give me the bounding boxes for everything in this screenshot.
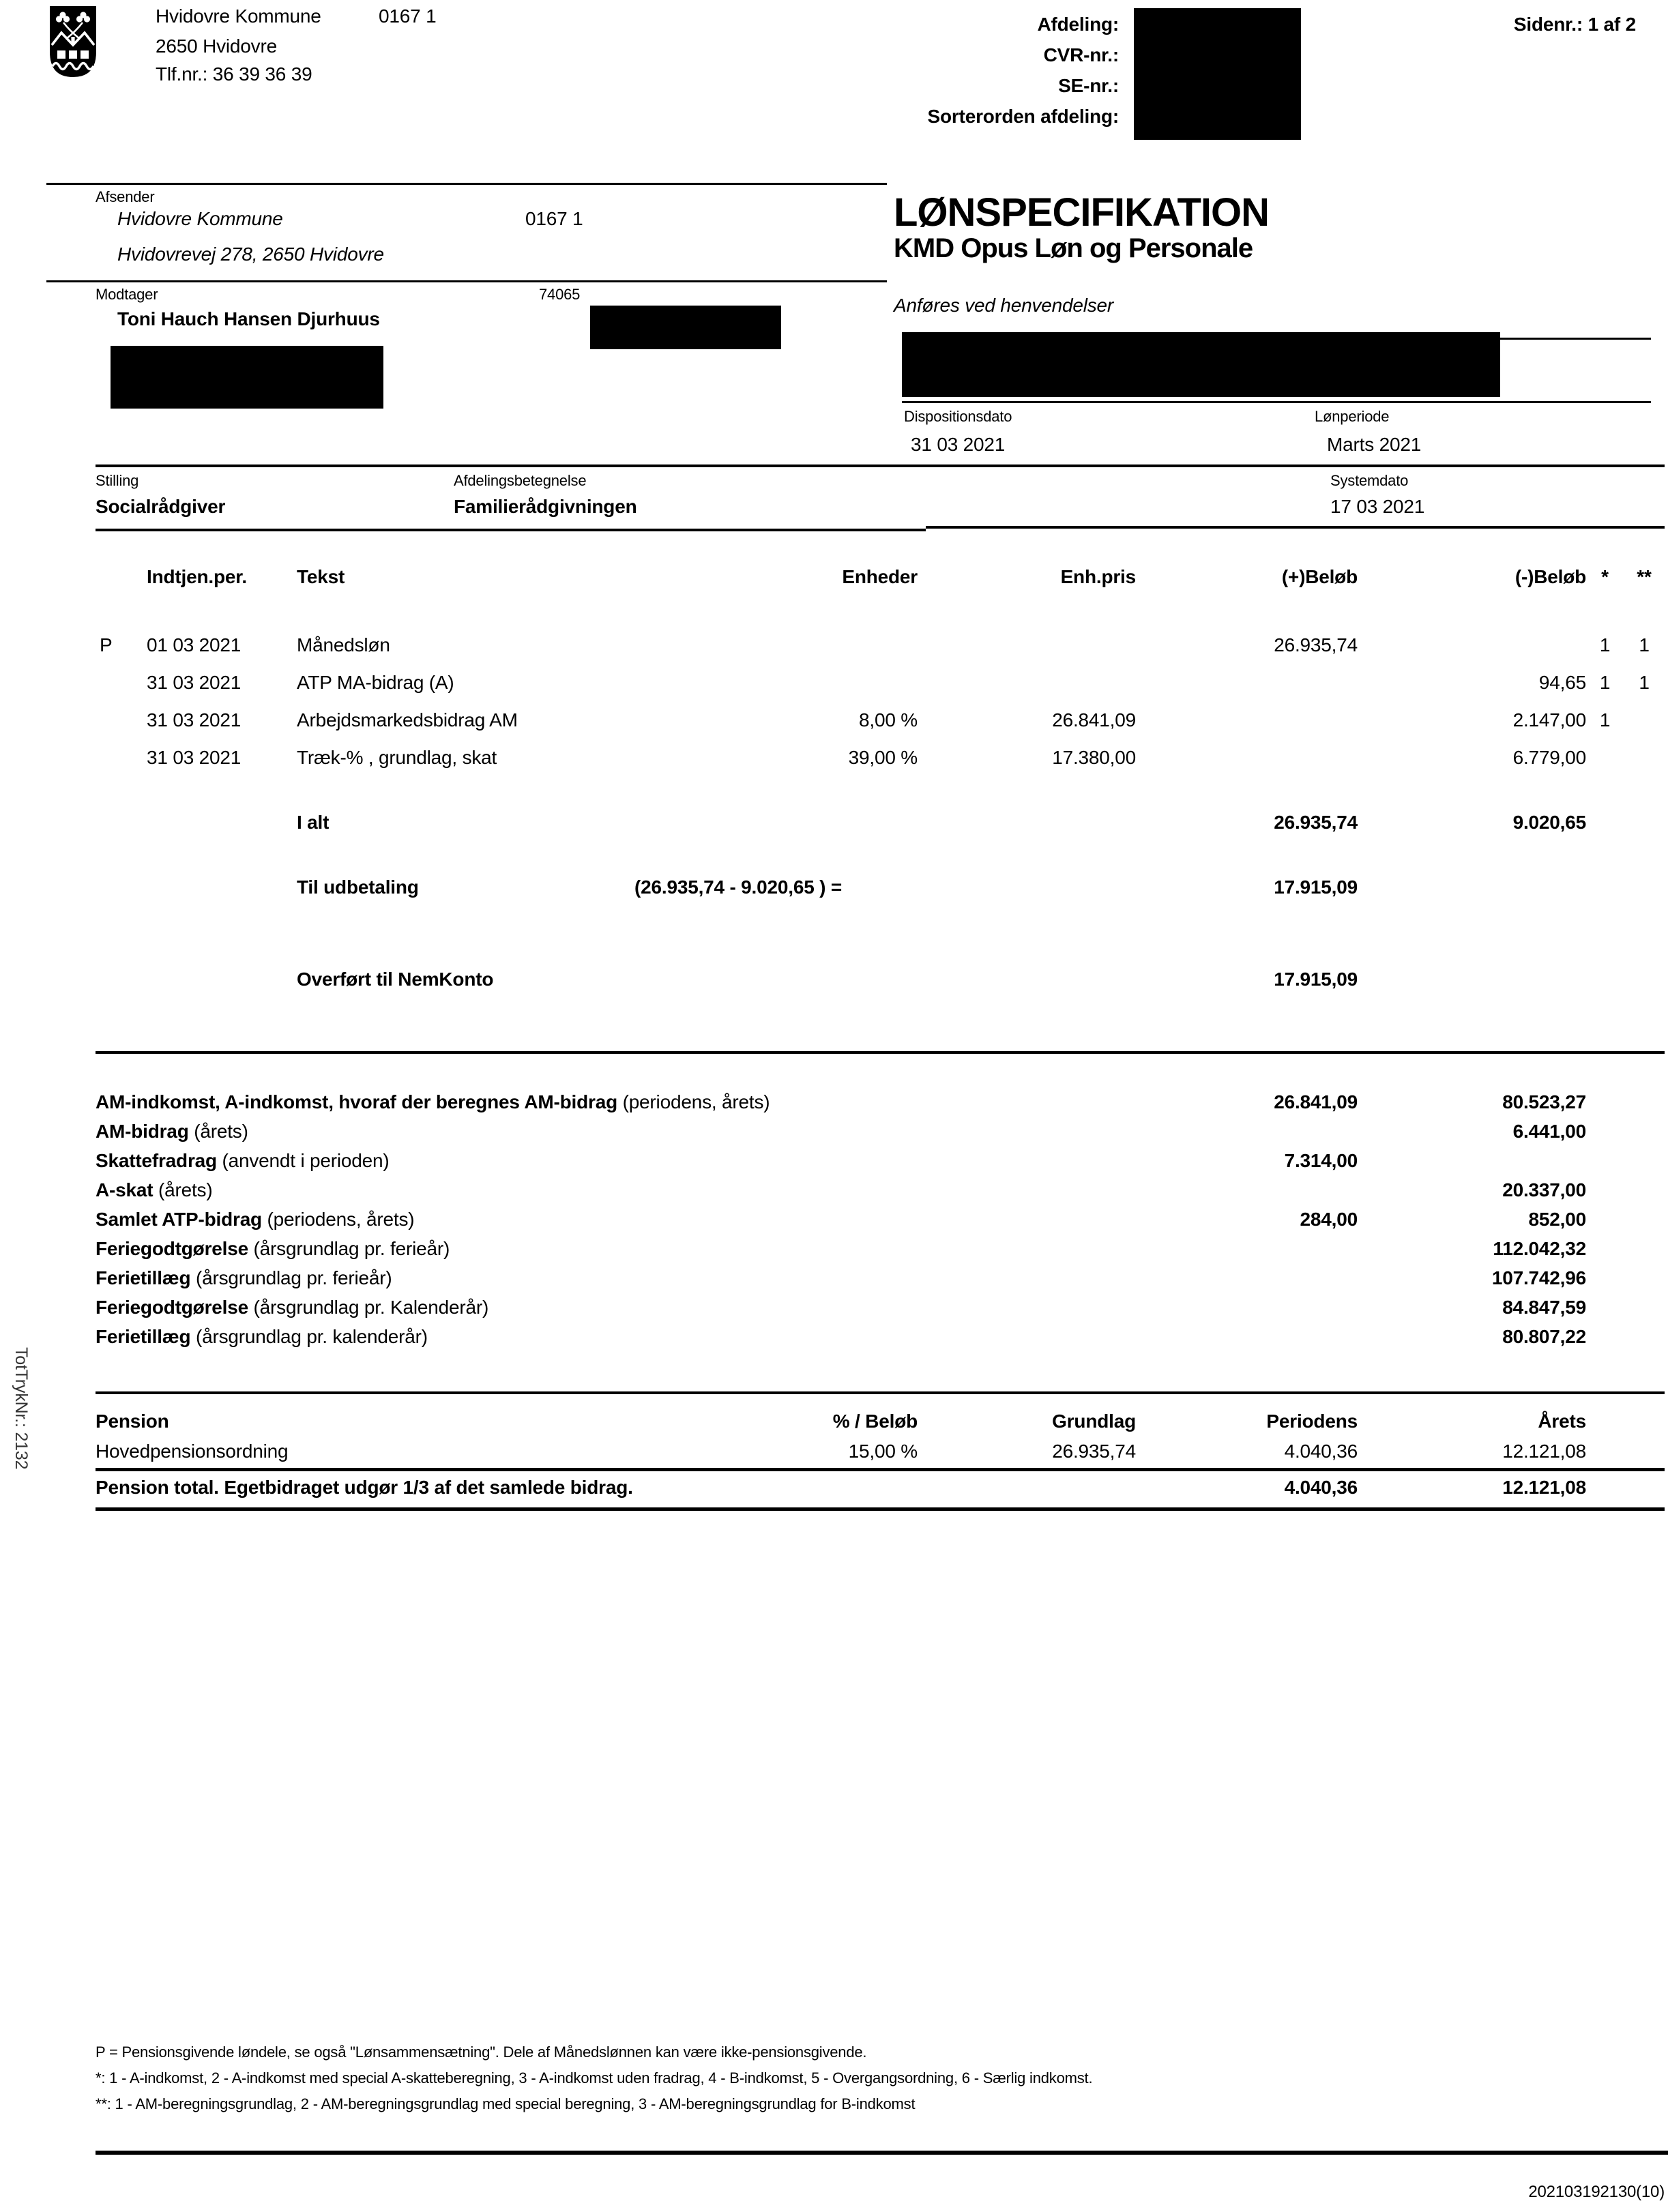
summary-periodens: 7.314,00 xyxy=(1284,1150,1358,1171)
row-star1: 1 xyxy=(1599,634,1611,655)
summary-row xyxy=(0,1091,1668,1117)
divider xyxy=(46,280,887,282)
table-row xyxy=(0,634,1668,659)
i-alt-label: I alt xyxy=(297,812,330,833)
row-enheder: 8,00 % xyxy=(859,709,918,731)
summary-label: Ferietillæg xyxy=(96,1267,191,1288)
row-plus: 26.935,74 xyxy=(1274,634,1358,655)
row-enhpris: 17.380,00 xyxy=(1052,747,1136,768)
divider xyxy=(96,464,1665,467)
hvidovre-coat-of-arms-icon xyxy=(49,5,97,78)
row-tekst: ATP MA-bidrag (A) xyxy=(297,672,454,693)
divider xyxy=(96,1468,1665,1471)
afsender-name: Hvidovre Kommune xyxy=(117,208,283,229)
label-cvr-nr: CVR-nr.: xyxy=(1043,44,1119,65)
afdeling-label: Afdelingsbetegnelse xyxy=(454,472,587,489)
document-title: LØNSPECIFIKATION xyxy=(894,190,1270,235)
modtager-number: 74065 xyxy=(539,286,581,303)
summary-label-note: (årsgrundlag pr. ferieår) xyxy=(248,1238,450,1259)
summary-label-note: (anvendt i perioden) xyxy=(216,1150,390,1171)
row-minus: 94,65 xyxy=(1538,672,1586,693)
summary-label: Ferietillæg xyxy=(96,1326,191,1347)
divider xyxy=(902,401,1651,403)
nemkonto-label: Overført til NemKonto xyxy=(297,969,494,990)
row-minus: 6.779,00 xyxy=(1512,747,1586,768)
row-tekst: Månedsløn xyxy=(297,634,390,655)
footnote-double-star: **: 1 - AM-beregningsgrundlag, 2 - AM-beregningsgrundlag med special beregning, 3 - AM-beregningsgrundlag for B-indkomst xyxy=(96,2095,916,2112)
afsender-code: 0167 1 xyxy=(525,208,583,229)
label-se-nr: SE-nr.: xyxy=(1058,75,1119,96)
pension-col-grundlag: Grundlag xyxy=(1052,1411,1136,1432)
print-reference-vertical: TotTrykNr.: 2132 xyxy=(12,1347,31,1470)
nemkonto-row xyxy=(0,969,1668,993)
summary-row xyxy=(0,1326,1668,1352)
summary-arets: 80.523,27 xyxy=(1502,1091,1586,1112)
col-enh-pris: Enh.pris xyxy=(1060,566,1136,587)
col-double-star: ** xyxy=(1637,566,1652,587)
footnote-star: *: 1 - A-indkomst, 2 - A-indkomst med special A-skatteberegning, 3 - A-indkomst uden fradrag, 4 - B-indkomst, 5 - Overgangsordning, 6 - Særlig indkomst. xyxy=(96,2069,1093,2086)
document-subtitle: KMD Opus Løn og Personale xyxy=(894,233,1253,263)
pension-grundlag: 26.935,74 xyxy=(1052,1441,1136,1462)
row-minus: 2.147,00 xyxy=(1512,709,1586,731)
payout-row xyxy=(0,876,1668,901)
row-tekst: Arbejdsmarkedsbidrag AM xyxy=(297,709,518,731)
summary-label-note: (periodens, årets) xyxy=(617,1091,770,1112)
summary-row xyxy=(0,1209,1668,1235)
divider xyxy=(96,2151,1668,2155)
page-number: Sidenr.: 1 af 2 xyxy=(1513,14,1636,35)
summary-label-note: (årsgrundlag pr. Kalenderår) xyxy=(248,1297,489,1318)
pension-col-arets: Årets xyxy=(1538,1411,1586,1432)
pension-col-belob: % / Beløb xyxy=(832,1411,918,1432)
pay-period-label: Lønperiode xyxy=(1315,408,1390,425)
divider xyxy=(96,1507,1665,1511)
kommune-name: Hvidovre Kommune xyxy=(156,5,321,27)
summary-arets: 6.441,00 xyxy=(1512,1121,1586,1142)
til-udbetaling-formula: (26.935,74 - 9.020,65 ) = xyxy=(634,876,842,898)
summary-label: Feriegodtgørelse xyxy=(96,1238,248,1259)
reference-note: Anføres ved henvendelser xyxy=(894,295,1114,316)
summary-arets: 80.807,22 xyxy=(1502,1326,1586,1347)
afsender-address: Hvidovrevej 278, 2650 Hvidovre xyxy=(117,244,384,265)
afdeling-value: Familierådgivningen xyxy=(454,496,637,517)
summary-label-note: (periodens, årets) xyxy=(261,1209,415,1230)
divider xyxy=(96,1051,1665,1054)
row-star1: 1 xyxy=(1599,709,1611,731)
row-enheder: 39,00 % xyxy=(848,747,918,768)
label-sorterorden: Sorterorden afdeling: xyxy=(927,106,1119,127)
i-alt-minus: 9.020,65 xyxy=(1512,812,1586,833)
row-date: 31 03 2021 xyxy=(147,747,242,768)
pension-periodens: 4.040,36 xyxy=(1284,1441,1358,1462)
col-plus-belob: (+)Beløb xyxy=(1281,566,1358,587)
col-tekst: Tekst xyxy=(297,566,345,587)
col-star: * xyxy=(1601,566,1609,587)
summary-label: Skattefradrag xyxy=(96,1150,217,1171)
summary-label: A-skat xyxy=(96,1179,153,1200)
disposition-date: 31 03 2021 xyxy=(911,434,1006,455)
row-star1: 1 xyxy=(1599,672,1611,693)
summary-row xyxy=(0,1238,1668,1264)
summary-label: Samlet ATP-bidrag xyxy=(96,1209,262,1230)
row-enhpris: 26.841,09 xyxy=(1052,709,1136,731)
stilling-value: Socialrådgiver xyxy=(96,496,226,517)
modtager-label: Modtager xyxy=(96,286,158,303)
summary-label-note: (årets) xyxy=(153,1179,213,1200)
summary-arets: 20.337,00 xyxy=(1502,1179,1586,1200)
row-date: 31 03 2021 xyxy=(147,672,242,693)
kommune-city: 2650 Hvidovre xyxy=(156,35,277,57)
table-row xyxy=(0,672,1668,696)
pension-header-row xyxy=(0,1411,1668,1436)
afsender-label: Afsender xyxy=(96,188,155,205)
redacted-block xyxy=(1134,8,1301,140)
summary-arets: 84.847,59 xyxy=(1502,1297,1586,1318)
pension-title: Pension xyxy=(96,1411,169,1432)
summary-periodens: 26.841,09 xyxy=(1274,1091,1358,1112)
pay-period: Marts 2021 xyxy=(1327,434,1422,455)
til-udbetaling-amount: 17.915,09 xyxy=(1274,876,1358,898)
divider xyxy=(96,529,926,531)
redacted-block xyxy=(902,332,1500,397)
kommune-phone: Tlf.nr.: 36 39 36 39 xyxy=(156,63,312,85)
summary-periodens: 284,00 xyxy=(1300,1209,1358,1230)
summary-row xyxy=(0,1267,1668,1293)
pension-total-label: Pension total. Egetbidraget udgør 1/3 af det samlede bidrag. xyxy=(96,1477,633,1498)
divider xyxy=(926,526,1665,529)
stilling-label: Stilling xyxy=(96,472,139,489)
row-tekst: Træk-% , grundlag, skat xyxy=(297,747,497,768)
divider xyxy=(1500,338,1651,340)
summary-row xyxy=(0,1297,1668,1323)
summary-label-note: (årsgrundlag pr. kalenderår) xyxy=(190,1326,428,1347)
pension-total-arets: 12.121,08 xyxy=(1502,1477,1586,1498)
summary-label: Feriegodtgørelse xyxy=(96,1297,248,1318)
summary-arets: 852,00 xyxy=(1528,1209,1586,1230)
col-minus-belob: (-)Beløb xyxy=(1515,566,1586,587)
summary-label-note: (årets) xyxy=(188,1121,248,1142)
summary-arets: 107.742,96 xyxy=(1491,1267,1586,1288)
til-udbetaling-label: Til udbetaling xyxy=(297,876,419,898)
summary-row xyxy=(0,1150,1668,1176)
pension-flag: P xyxy=(100,634,113,655)
i-alt-plus: 26.935,74 xyxy=(1274,812,1358,833)
table-row xyxy=(0,747,1668,771)
summary-row xyxy=(0,1121,1668,1147)
pension-total-row xyxy=(0,1477,1668,1503)
kommune-code: 0167 1 xyxy=(379,5,437,27)
pension-arets: 12.121,08 xyxy=(1502,1441,1586,1462)
nemkonto-amount: 17.915,09 xyxy=(1274,969,1358,990)
pension-total-periodens: 4.040,36 xyxy=(1284,1477,1358,1498)
divider xyxy=(46,183,887,185)
systemdato-label: Systemdato xyxy=(1330,472,1409,489)
summary-row xyxy=(0,1179,1668,1205)
total-row xyxy=(0,812,1668,836)
print-id: 202103192130(10) xyxy=(1528,2183,1665,2201)
row-date: 01 03 2021 xyxy=(147,634,242,655)
col-enheder: Enheder xyxy=(842,566,918,587)
pension-pct: 15,00 % xyxy=(848,1441,918,1462)
redacted-block xyxy=(111,346,383,409)
systemdato-value: 17 03 2021 xyxy=(1330,496,1425,517)
footnote-pension: P = Pensionsgivende løndele, se også "Lønsammensætning". Dele af Månedslønnen kan være ikke-pensionsgivende. xyxy=(96,2044,867,2061)
row-star2: 1 xyxy=(1639,634,1650,655)
summary-label: AM-bidrag xyxy=(96,1121,189,1142)
table-row xyxy=(0,709,1668,734)
pension-row xyxy=(0,1441,1668,1466)
summary-label-note: (årsgrundlag pr. ferieår) xyxy=(190,1267,392,1288)
pension-name: Hovedpensionsordning xyxy=(96,1441,289,1462)
modtager-name: Toni Hauch Hansen Djurhuus xyxy=(117,308,380,329)
summary-label: AM-indkomst, A-indkomst, hvoraf der beregnes AM-bidrag xyxy=(96,1091,617,1112)
row-star2: 1 xyxy=(1639,672,1650,693)
col-indtjen-per: Indtjen.per. xyxy=(147,566,247,587)
divider xyxy=(96,1391,1665,1394)
row-date: 31 03 2021 xyxy=(147,709,242,731)
label-afdeling: Afdeling: xyxy=(1037,14,1119,35)
redacted-block xyxy=(590,306,781,349)
summary-arets: 112.042,32 xyxy=(1493,1238,1586,1259)
pension-col-periodens: Periodens xyxy=(1266,1411,1358,1432)
disposition-date-label: Dispositionsdato xyxy=(904,408,1012,425)
